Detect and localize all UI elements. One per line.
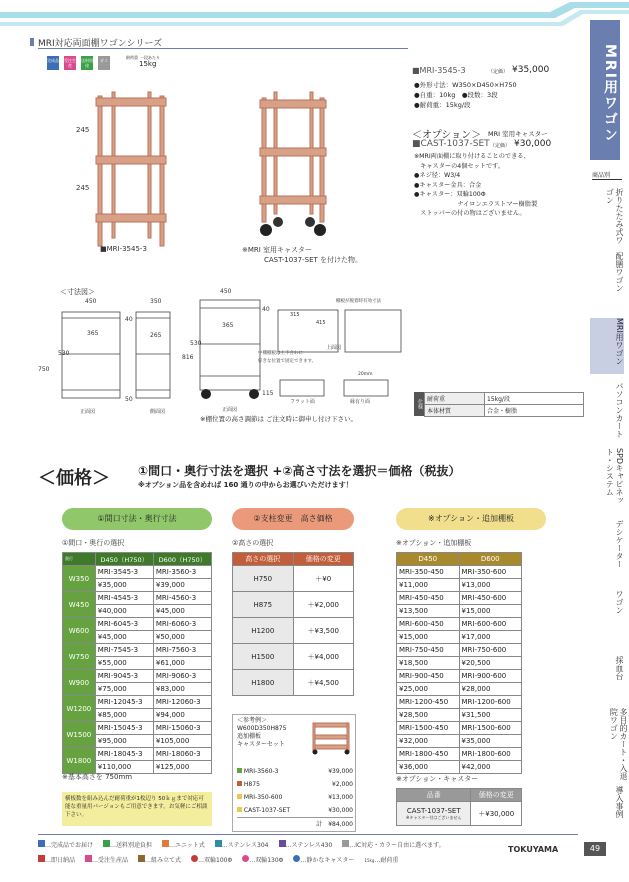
photo-caption-right-1: ※MRI 室用キャスター <box>242 246 313 254</box>
price-title: ＜価格＞ <box>38 468 110 489</box>
top-b: 415 <box>316 320 326 326</box>
side-label: 側面図 <box>150 409 166 415</box>
option-price: ¥30,000 <box>514 139 552 149</box>
sidebar-item-mri[interactable]: MRI用ワゴン <box>590 318 624 374</box>
caster100-icon: …双輪100Φ <box>191 855 232 864</box>
example-total: 計 ¥84,000 <box>237 817 353 831</box>
dim-lower: 245 <box>76 184 90 192</box>
legend-row-2 <box>38 855 398 864</box>
sidebar-title: MRI用ワゴン <box>590 20 620 160</box>
example-row: MRI-3560-3 ¥39,000 <box>237 765 353 778</box>
load-table: 耐荷重 15kg/段 本体材質 合金・樹脂 <box>424 392 584 417</box>
top-a: 315 <box>290 312 300 318</box>
example-title: 追加棚板 <box>237 733 262 740</box>
option-heading: ＜オプション＞ <box>412 130 482 141</box>
example-box <box>232 714 356 832</box>
right-d: 40 <box>262 306 270 313</box>
product-specs <box>414 80 517 110</box>
right-b: 530 <box>190 340 202 347</box>
sidebar-item-cases[interactable]: 導入事例 <box>615 786 624 818</box>
middle-note-1: 中棚棚板は上下合わに <box>258 351 303 356</box>
dimension-title: ＜寸法図＞ <box>60 288 95 296</box>
option-note: キャスターの4個セットです。 <box>414 162 505 170</box>
legend-row-1 <box>38 840 445 849</box>
option-note: ●キャスター：双輪100Φ <box>414 191 486 198</box>
load-table-side: 仕様 <box>414 392 424 416</box>
price-subtitle: ①間口・奥行寸法を選択 +②高さ寸法を選択＝価格（税抜） <box>138 464 461 478</box>
front-label: 正面図 <box>80 409 96 415</box>
shipping-icon: …送料別途負担 <box>103 840 152 849</box>
option-note: ナイロンエラストマー樹脂製 <box>414 200 538 208</box>
front-b: 530 <box>58 350 70 357</box>
front-d: 50 <box>125 396 133 403</box>
spec-weight: ●自重：10kg ●段数：3段 <box>414 91 498 99</box>
sidebar-item-multi[interactable]: 多目的カート・入退院ワゴン <box>609 708 628 780</box>
sidebar-item-folding[interactable]: 折りたたみ式ワゴン <box>605 188 624 244</box>
assembly-icon: …組み立て式 <box>138 855 181 864</box>
pill-option: ※オプション・追加棚板 <box>396 508 546 530</box>
t3-caption: ※オプション・追加棚板 <box>396 539 472 547</box>
example-title: ＜参考例＞ <box>237 717 268 724</box>
example-title: W600D350H875 <box>237 725 287 732</box>
right-e: 115 <box>262 390 274 397</box>
photo-caption-left: ■MRI-3545-3 <box>100 245 147 253</box>
example-row: H875 ¥2,000 <box>237 778 353 791</box>
header-stripe <box>0 0 629 34</box>
made-to-order-icon: …受注生産品 <box>85 855 128 864</box>
same-day-icon: …即日納品 <box>38 855 75 864</box>
spec-load: ●耐荷重：15kg/段 <box>414 101 471 109</box>
sidebar-item-desiccator[interactable]: デシケーター <box>615 520 624 568</box>
callout-note: 横板数を組み込んだ耐荷重が1枚辺り 50ｋｇまで対応可能な重量用バージョンもご用意できます。お気軽にご相談下さい。 <box>62 792 212 826</box>
option-note: ●ネジ径：W3/4 <box>414 172 461 179</box>
complete-icon: …完成品でお届け <box>38 840 93 849</box>
load-label: 耐荷重 <box>126 55 138 60</box>
stainless304-icon: …ステンレス304 <box>215 840 269 849</box>
option-note: ※MRI両面棚に取り付けることのできる、 <box>414 153 530 160</box>
side-width: 350 <box>150 298 162 305</box>
spec-size: ●外形寸法：W350×D450×H750 <box>414 81 517 89</box>
front-c: 40 <box>125 316 133 323</box>
option-note: ストッパーの付の物はございません。 <box>414 210 526 217</box>
series-title: MRI対応両面棚ワゴンシリーズ <box>38 36 162 49</box>
front-width: 450 <box>85 298 97 305</box>
example-title: キャスターセット <box>237 741 285 748</box>
example-row: MRI-350-600 ¥13,000 <box>237 791 353 804</box>
option-note: ●キャスター金具：合金 <box>414 181 482 189</box>
example-row: CAST-1037-SET ¥30,000 <box>237 804 353 817</box>
right-a: 365 <box>222 322 234 329</box>
front-height: 750 <box>38 366 50 373</box>
product-price: ¥35,000 <box>512 65 550 75</box>
caster130-icon: …双輪130Φ <box>242 855 283 864</box>
option-notes <box>414 152 537 219</box>
edge-dim: 20mm <box>358 372 373 377</box>
t2-caption: ②高さの選択 <box>232 539 274 547</box>
side-a: 265 <box>150 332 162 339</box>
option-code: ■CAST-1037-SET <box>412 139 490 149</box>
right-label: 正面図 <box>222 407 238 413</box>
t1-footnote: ※基本高さを 750mm <box>62 773 133 781</box>
size-price-table: 奥行 D450（H750） D600（H750） W350 MRI-3545-3 MRI-3560-3 ¥35,000 ¥39,000 W450 MRI-4545-3 MRI-4560-3 ¥40,000 ¥45,000 W600 MRI-6045-3 MRI-6060-3 ¥45,000 ¥50,000 W750 MRI-7545-3 MRI-7560-3 ¥55,000 ¥61,000 W900 MRI-9045-3 MRI-9060-3 ¥75,000 ¥83,000 W1200 MRI-12045-3 MRI-12060-3 ¥85,000 ¥94,000 W1500 MRI-15045-3 MRI-15060-3 ¥95,000 ¥105,000 W1800 MRI-18045-3 MRI-18060-3 ¥110,000 ¥125,000 <box>62 552 212 774</box>
pill-height: ②支柱変更 高さ価格 <box>232 508 354 530</box>
option-heading-sub: MRI 室用キャスター <box>488 130 548 138</box>
photo-caption-right-2: CAST-1037-SET を付けた物。 <box>264 256 362 264</box>
load-value: 15kg <box>139 60 157 68</box>
page-number: 49 <box>584 842 606 856</box>
t4-caption: ※オプション・キャスター <box>396 775 479 783</box>
load-sub: 一段あたり <box>140 55 160 60</box>
dim-upper: 245 <box>76 126 90 134</box>
price-note: ※オプション品を含めれば 160 通りの中からお選びいただけます！ <box>138 481 353 489</box>
product-code: ■MRI-3545-3 <box>412 66 466 75</box>
sidebar-item-spd[interactable]: SPDキャビネット・システム <box>605 448 624 505</box>
gas-icon: ガス <box>98 56 110 70</box>
caster-price-table: 品番 価格の変更 CAST-1037-SET ※キャスター付はございません ＋¥30,000 <box>396 788 522 826</box>
product-price-label: （定価） <box>488 69 509 75</box>
pill-size: ①間口寸法・奥行寸法 <box>62 508 212 530</box>
series-rule <box>38 48 408 49</box>
made-to-order-icon: 受注生産 <box>64 58 76 68</box>
top-label: 上面図 <box>326 345 342 351</box>
dimension-bottom-note: ※棚位置の高さ調節は ご注文時に御申し付け下さい。 <box>200 415 358 423</box>
middle-note-2: 好きな位置で固定できます。 <box>258 359 317 364</box>
footer-rule <box>38 834 578 835</box>
sidebar-item-blood[interactable]: 採血台 <box>615 656 624 680</box>
brand-logo: TOKUYAMA <box>508 845 559 854</box>
wagon-photo <box>92 90 172 250</box>
stainless430-icon: …ステンレス430 <box>279 840 333 849</box>
t1-caption: ①間口・奥行の選択 <box>62 539 125 547</box>
sidebar-item-wagon[interactable]: ワゴン <box>615 590 624 614</box>
complete-icon: 完成品 <box>47 56 59 70</box>
right-c: 816 <box>182 354 194 361</box>
flat-label: フラット面 <box>290 399 315 405</box>
sidebar-index-label: 商品別 <box>592 170 622 180</box>
quiet-caster-icon: …静かなキャスター <box>293 855 354 864</box>
right-width: 450 <box>220 288 232 295</box>
sidebar-item-serving[interactable]: 配膳ワゴン <box>615 252 624 292</box>
ic-icon: …IC対応・カラー自由に選べます。 <box>342 840 444 849</box>
front-a: 365 <box>87 330 99 337</box>
shelf-note: 棚板が脱着時有効寸法 <box>336 299 381 304</box>
load-icon: 15kg…耐荷重 <box>364 857 399 864</box>
edge-label: 縁有り面 <box>350 399 371 405</box>
example-wagon-icon <box>309 719 353 755</box>
height-price-table: 高さの選択 価格の変更 H750 ＋¥0 H875 ＋¥2,000 H1200 ＋¥3,500 H1500 ＋¥4,000 H1800 ＋¥4,500 <box>232 552 354 696</box>
wagon-caster-photo <box>254 90 334 250</box>
shipping-icon: 送料別途 <box>81 58 93 68</box>
shelf-price-table: D450 D600 MRI-350-450 MRI-350-600 ¥11,000 ¥13,000 MRI-450-450 MRI-450-600 ¥13,500 ¥15,000 MRI-600-450 MRI-600-600 ¥15,000 ¥17,000 MRI-750-450 MRI-750-600 ¥18,500 ¥20,500 MRI-900-450 MRI-900-600 ¥25,000 ¥28,000 MRI-1200-450 MRI-1200-600 ¥28,500 ¥31,500 MRI-1500-450 MRI-1500-600 ¥32,000 ¥35,000 MRI-1800-450 MRI-1800-600 ¥36,000 ¥42,000 <box>396 552 522 774</box>
unit-icon: …ユニット式 <box>162 840 205 849</box>
sidebar-item-pc-cart[interactable]: パソコンカート <box>615 382 624 438</box>
option-price-label: （定価） <box>490 143 511 149</box>
